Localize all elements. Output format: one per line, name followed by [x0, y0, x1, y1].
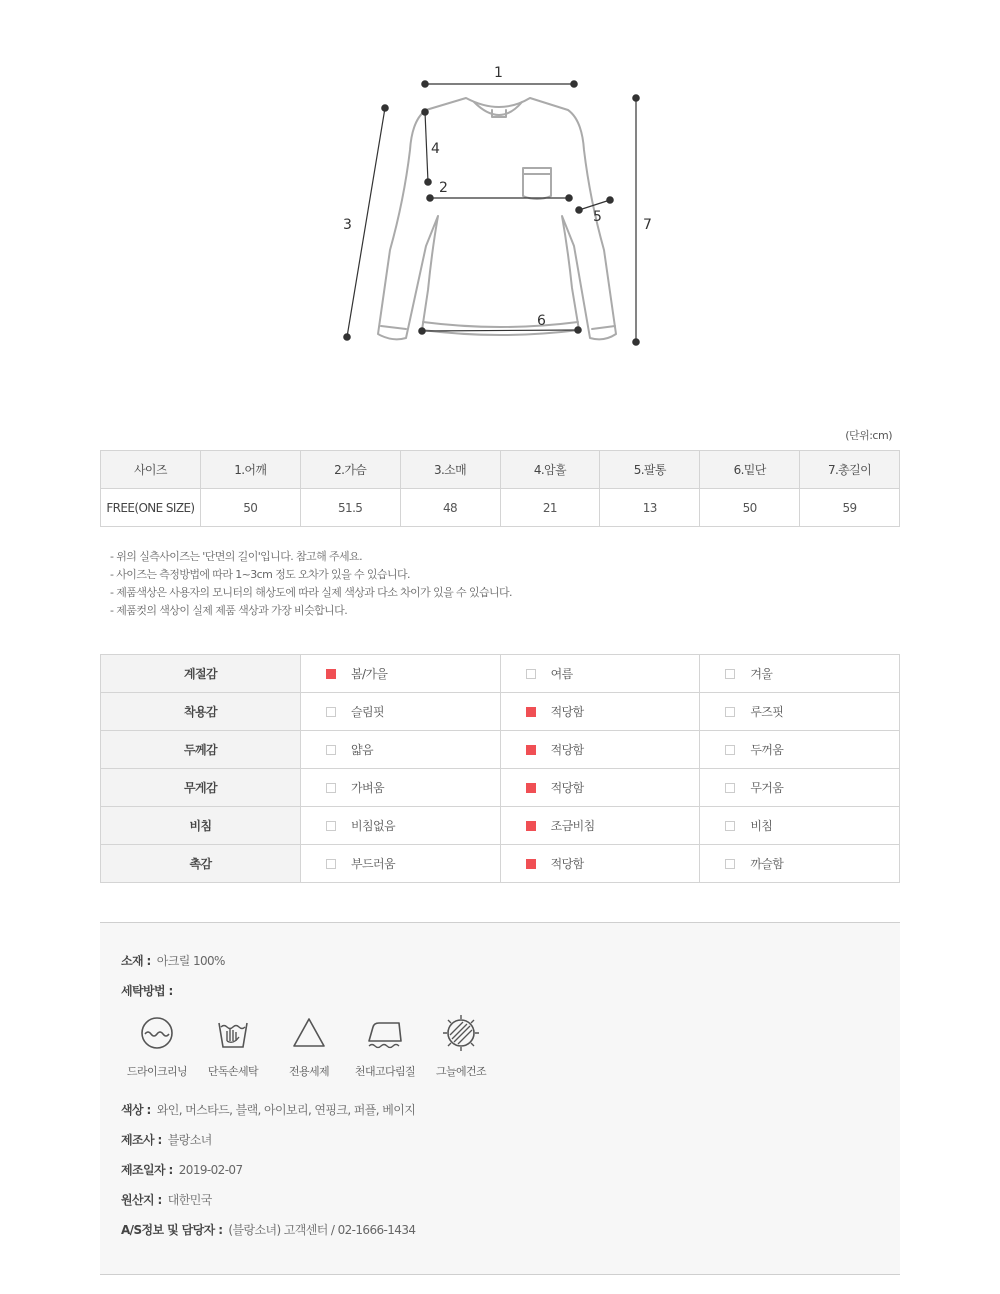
- table-row: [101, 693, 900, 731]
- fabric-feel-table: [100, 654, 900, 883]
- size-cell-chest: 51.5: [300, 489, 400, 527]
- unchecked-box-icon: [725, 669, 735, 679]
- feel-option-text: 루즈핏: [750, 705, 784, 719]
- color-value: 와인, 머스타드, 블랙, 아이보리, 연핑크, 퍼플, 베이지: [156, 1103, 416, 1117]
- feel-option: [500, 655, 700, 693]
- as-value: (블랑소녀) 고객센터 / 02-1666-1434: [228, 1223, 416, 1237]
- size-header-hem: 6.밑단: [700, 451, 800, 489]
- wash-label-text: 천대고다림질: [354, 1065, 416, 1078]
- feel-option: [301, 845, 501, 883]
- size-table-header: [101, 451, 900, 489]
- unchecked-box-icon: [725, 783, 735, 793]
- size-cell-arm-width: 13: [600, 489, 700, 527]
- size-cell-sleeve: 48: [400, 489, 500, 527]
- bleach-triangle-icon: [289, 1013, 329, 1053]
- maker-label: 제조사 :: [121, 1133, 162, 1147]
- size-header-length: 7.총길이: [800, 451, 900, 489]
- feel-option-text: 까슬함: [750, 857, 784, 871]
- feel-option-text: 두꺼움: [750, 743, 784, 757]
- feel-row-label: 비침: [101, 807, 301, 845]
- wash-item-iron: [345, 1013, 425, 1078]
- maker-row: [121, 1131, 212, 1148]
- feel-option-text: 겨울: [750, 667, 773, 681]
- feel-option: [700, 807, 900, 845]
- as-row: [121, 1221, 415, 1238]
- checked-box-icon: [526, 707, 536, 717]
- as-label: A/S정보 및 담당자 :: [121, 1223, 223, 1237]
- measure-label-6: 6: [537, 313, 546, 329]
- feel-option: [500, 807, 700, 845]
- feel-row-label: 촉감: [101, 845, 301, 883]
- feel-option-text: 비침없음: [351, 819, 395, 833]
- wash-label-text: 그늘에건조: [435, 1065, 487, 1078]
- feel-option: [500, 731, 700, 769]
- feel-option: [301, 731, 501, 769]
- iron-icon: [365, 1013, 405, 1053]
- feel-option: [700, 693, 900, 731]
- unchecked-box-icon: [725, 707, 735, 717]
- unchecked-box-icon: [725, 745, 735, 755]
- feel-row-label: 무게감: [101, 769, 301, 807]
- feel-option: [700, 731, 900, 769]
- maker-value: 블랑소녀: [167, 1133, 212, 1147]
- unchecked-box-icon: [326, 859, 336, 869]
- unchecked-box-icon: [725, 859, 735, 869]
- material-value: 아크릴 100%: [156, 954, 225, 968]
- size-header-shoulder: 1.어깨: [200, 451, 300, 489]
- unchecked-box-icon: [326, 783, 336, 793]
- table-row: [101, 845, 900, 883]
- checked-box-icon: [526, 821, 536, 831]
- feel-option: [700, 655, 900, 693]
- size-header-arm-width: 5.팔통: [600, 451, 700, 489]
- size-header-size: 사이즈: [101, 451, 201, 489]
- feel-option-text: 적당함: [550, 857, 584, 871]
- unchecked-box-icon: [326, 707, 336, 717]
- wash-label-text: 전용세제: [288, 1065, 330, 1078]
- date-value: 2019-02-07: [178, 1163, 243, 1177]
- color-label: 색상 :: [121, 1103, 151, 1117]
- feel-option-text: 슬림핏: [351, 705, 384, 719]
- feel-option-text: 얇음: [351, 743, 373, 757]
- size-table: [100, 450, 900, 527]
- feel-option: [700, 769, 900, 807]
- table-row: [101, 807, 900, 845]
- feel-row-label: 계절감: [101, 655, 301, 693]
- checked-box-icon: [526, 859, 536, 869]
- feel-option-text: 봄/가을: [351, 667, 388, 681]
- unchecked-box-icon: [326, 821, 336, 831]
- size-diagram: [0, 0, 1000, 420]
- feel-option-text: 부드러움: [351, 857, 395, 871]
- table-row: [101, 655, 900, 693]
- checked-box-icon: [326, 669, 336, 679]
- wash-item-hand-wash: [193, 1013, 273, 1078]
- shirt-outline: [378, 98, 616, 339]
- note-line: - 사이즈는 측정방법에 따라 1~3cm 정도 오차가 있을 수 있습니다.: [110, 568, 410, 581]
- shade-dry-icon: [441, 1013, 481, 1053]
- wash-item-detergent: [269, 1013, 349, 1078]
- feel-option-text: 적당함: [550, 705, 584, 719]
- measure-label-4: 4: [431, 141, 440, 157]
- feel-option-text: 적당함: [550, 781, 584, 795]
- unchecked-box-icon: [725, 821, 735, 831]
- size-cell-shoulder: 50: [200, 489, 300, 527]
- measure-label-3: 3: [343, 217, 352, 233]
- origin-label: 원산지 :: [121, 1193, 162, 1207]
- size-header-chest: 2.가슴: [300, 451, 400, 489]
- feel-option: [500, 845, 700, 883]
- feel-option: [500, 769, 700, 807]
- measure-label-1: 1: [494, 65, 503, 81]
- material-label: 소재 :: [121, 954, 151, 968]
- wash-label-text: 단독손세탁: [207, 1065, 259, 1078]
- feel-option-text: 비침: [750, 819, 773, 833]
- feel-option: [301, 769, 501, 807]
- checked-box-icon: [526, 783, 536, 793]
- feel-row-label: 두께감: [101, 731, 301, 769]
- feel-option: [301, 693, 501, 731]
- feel-option: [500, 693, 700, 731]
- size-cell-armhole: 21: [500, 489, 600, 527]
- note-line: - 제품컷의 색상이 실제 제품 색상과 가장 비슷합니다.: [110, 604, 348, 617]
- feel-option: [301, 807, 501, 845]
- origin-row: [121, 1191, 212, 1208]
- size-cell-length: 59: [800, 489, 900, 527]
- measure-label-7: 7: [643, 217, 652, 233]
- dry-clean-icon: [137, 1013, 177, 1053]
- wash-item-dry-clean: [117, 1013, 197, 1078]
- size-header-sleeve: 3.소매: [400, 451, 500, 489]
- color-row: [121, 1101, 415, 1118]
- wash-label-text: 드라이크리닝: [126, 1065, 188, 1078]
- date-label: 제조일자 :: [121, 1163, 173, 1177]
- wash-label: 세탁방법 :: [121, 984, 173, 998]
- size-header-armhole: 4.암홀: [500, 451, 600, 489]
- wash-item-shade-dry: [421, 1013, 501, 1078]
- feel-row-label: 착용감: [101, 693, 301, 731]
- feel-option-text: 가벼움: [351, 781, 384, 795]
- hand-wash-icon: [213, 1013, 253, 1053]
- size-cell-hem: 50: [700, 489, 800, 527]
- note-line: - 제품색상은 사용자의 모니터의 해상도에 따라 실제 색상과 다소 차이가 있을 수 있습니다.: [110, 586, 512, 599]
- feel-option-text: 조금비침: [550, 819, 595, 833]
- table-row: [101, 489, 900, 527]
- wash-row: [121, 982, 179, 999]
- unchecked-box-icon: [326, 745, 336, 755]
- measure-label-2: 2: [439, 180, 448, 196]
- feel-option-text: 무거움: [750, 781, 784, 795]
- note-line: - 위의 실측사이즈는 '단면의 길이'입니다. 참고해 주세요.: [110, 550, 362, 563]
- table-row: [101, 731, 900, 769]
- size-cell-name: FREE(ONE SIZE): [101, 489, 201, 527]
- date-row: [121, 1161, 243, 1178]
- measure-label-5: 5: [593, 209, 602, 225]
- checked-box-icon: [526, 745, 536, 755]
- feel-option-text: 여름: [550, 667, 573, 681]
- unit-note: (단위:cm): [845, 429, 892, 442]
- feel-option: [700, 845, 900, 883]
- feel-option-text: 적당함: [550, 743, 584, 757]
- feel-option: [301, 655, 501, 693]
- unchecked-box-icon: [526, 669, 536, 679]
- material-row: [121, 952, 225, 969]
- size-notes: [110, 548, 512, 620]
- origin-value: 대한민국: [167, 1193, 212, 1207]
- table-row: [101, 769, 900, 807]
